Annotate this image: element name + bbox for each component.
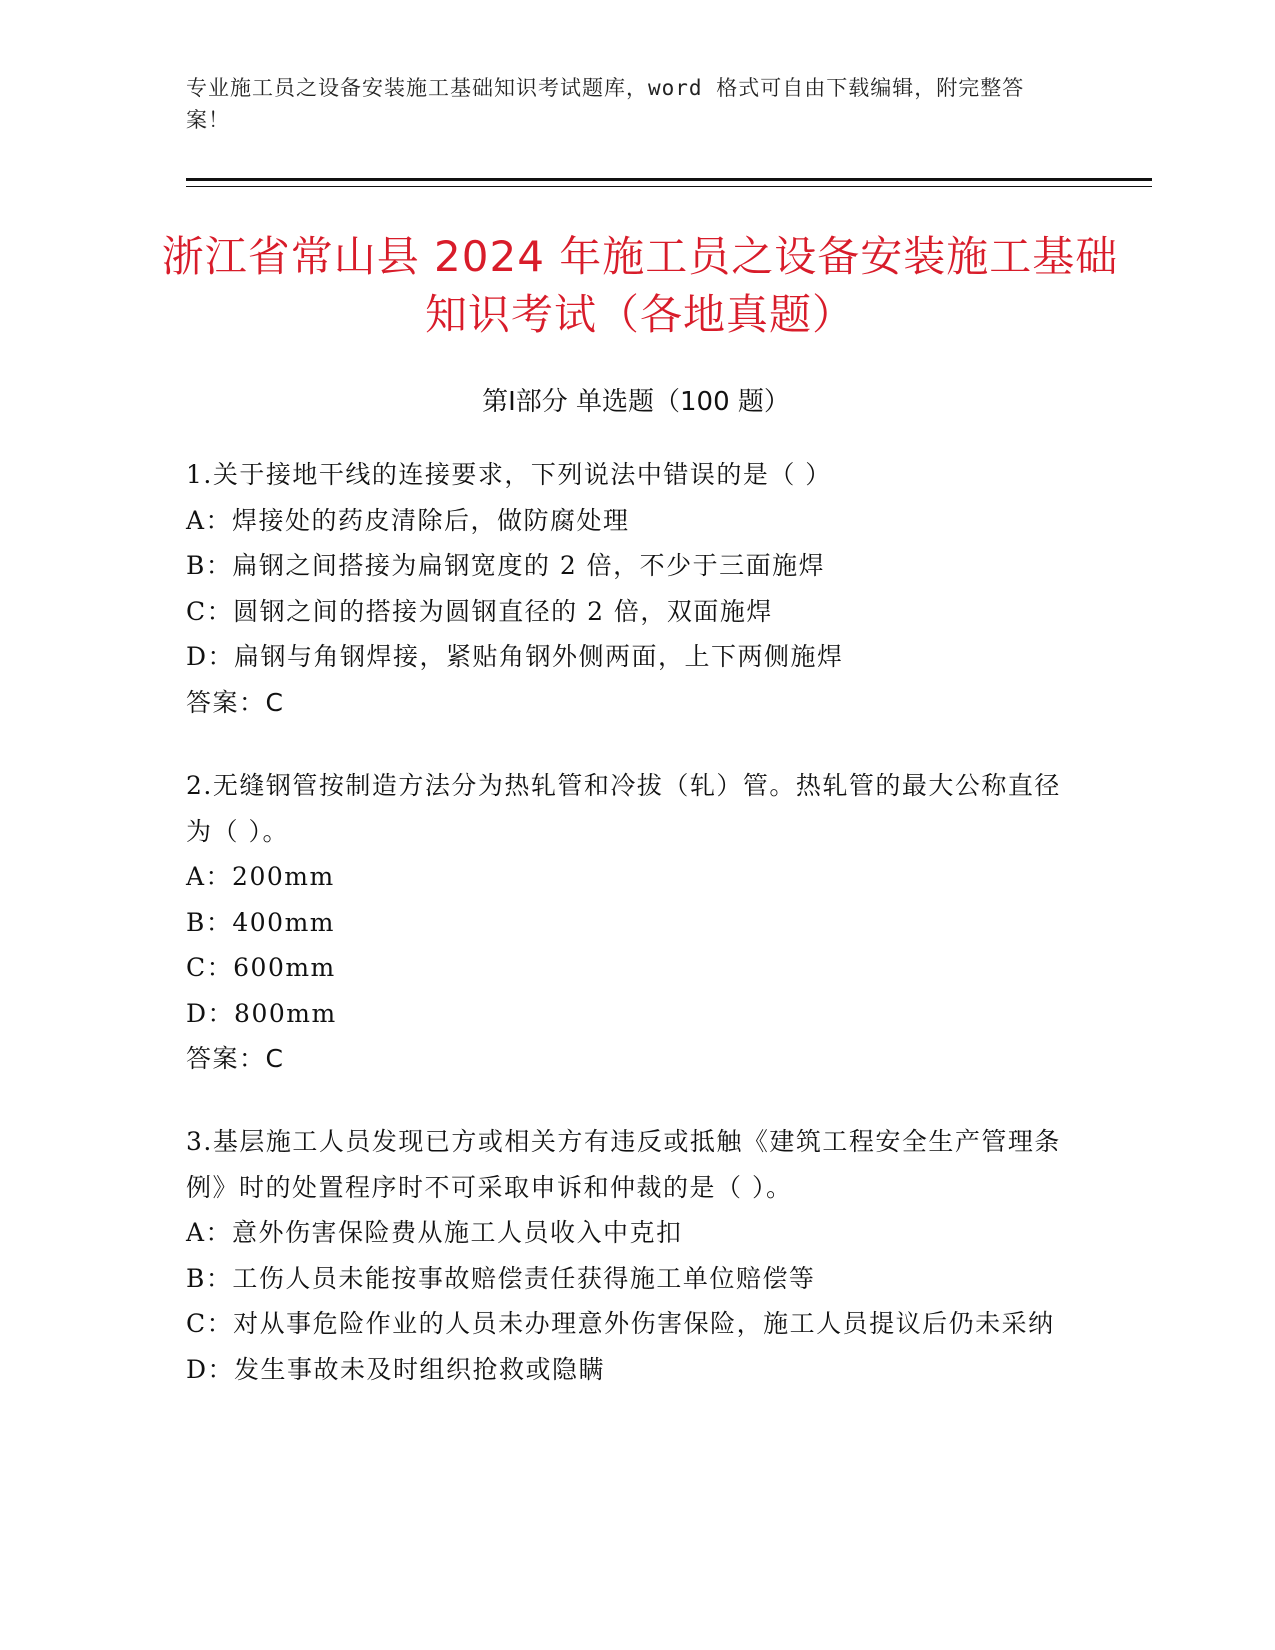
question-stem: 3.基层施工人员发现已方或相关方有违反或抵触《建筑工程安全生产管理条例》时的处置程序时不可采取申诉和仲裁的是（ ）。 <box>186 1127 1061 1202</box>
option-a: A：200mm <box>186 862 335 891</box>
option-c: C：600mm <box>186 953 336 982</box>
option-b: B：扁钢之间搭接为扁钢宽度的 2 倍，不少于三面施焊 <box>186 551 826 580</box>
option-a: A：焊接处的药皮清除后，做防腐处理 <box>186 505 630 535</box>
option-c: C：对从事危险作业的人员未办理意外伤害保险，施工人员提议后仍未采纳 <box>186 1309 1055 1338</box>
option-c: C：圆钢之间的搭接为圆钢直径的 2 倍，双面施焊 <box>186 596 773 626</box>
answer: 答案：C <box>186 687 285 717</box>
question-stem: 1.关于接地干线的连接要求，下列说法中错误的是（ ） <box>186 460 832 489</box>
option-b: B：400mm <box>186 907 336 937</box>
question-3 <box>186 1119 1066 1392</box>
option-d: D：发生事故未及时组织抢救或隐瞒 <box>186 1354 606 1384</box>
option-a: A：意外伤害保险费从施工人员收入中克扣 <box>186 1218 683 1247</box>
header-note: 专业施工员之设备安装施工基础知识考试题库，word 格式可自由下载编辑，附完整答案！ <box>186 76 1025 132</box>
question-stem: 2.无缝钢管按制造方法分为热轧管和冷拔（轧）管。热轧管的最大公称直径为（ ）。 <box>186 771 1061 846</box>
document-title: 浙江省常山县 2024 年施工员之设备安装施工基础知识考试（各地真题） <box>161 232 1119 339</box>
header-divider-thin <box>186 186 1152 187</box>
header-divider-thick <box>186 178 1152 181</box>
question-2 <box>186 763 1066 1082</box>
option-d: D：800mm <box>186 998 337 1028</box>
option-d: D：扁钢与角钢焊接，紧贴角钢外侧两面，上下两侧施焊 <box>186 642 844 671</box>
question-1 <box>186 452 1066 725</box>
section-heading: 第Ⅰ部分 单选题（100 题） <box>482 387 790 417</box>
option-b: B：工伤人员未能按事故赔偿责任获得施工单位赔偿等 <box>186 1263 816 1293</box>
answer: 答案：C <box>186 1044 285 1073</box>
